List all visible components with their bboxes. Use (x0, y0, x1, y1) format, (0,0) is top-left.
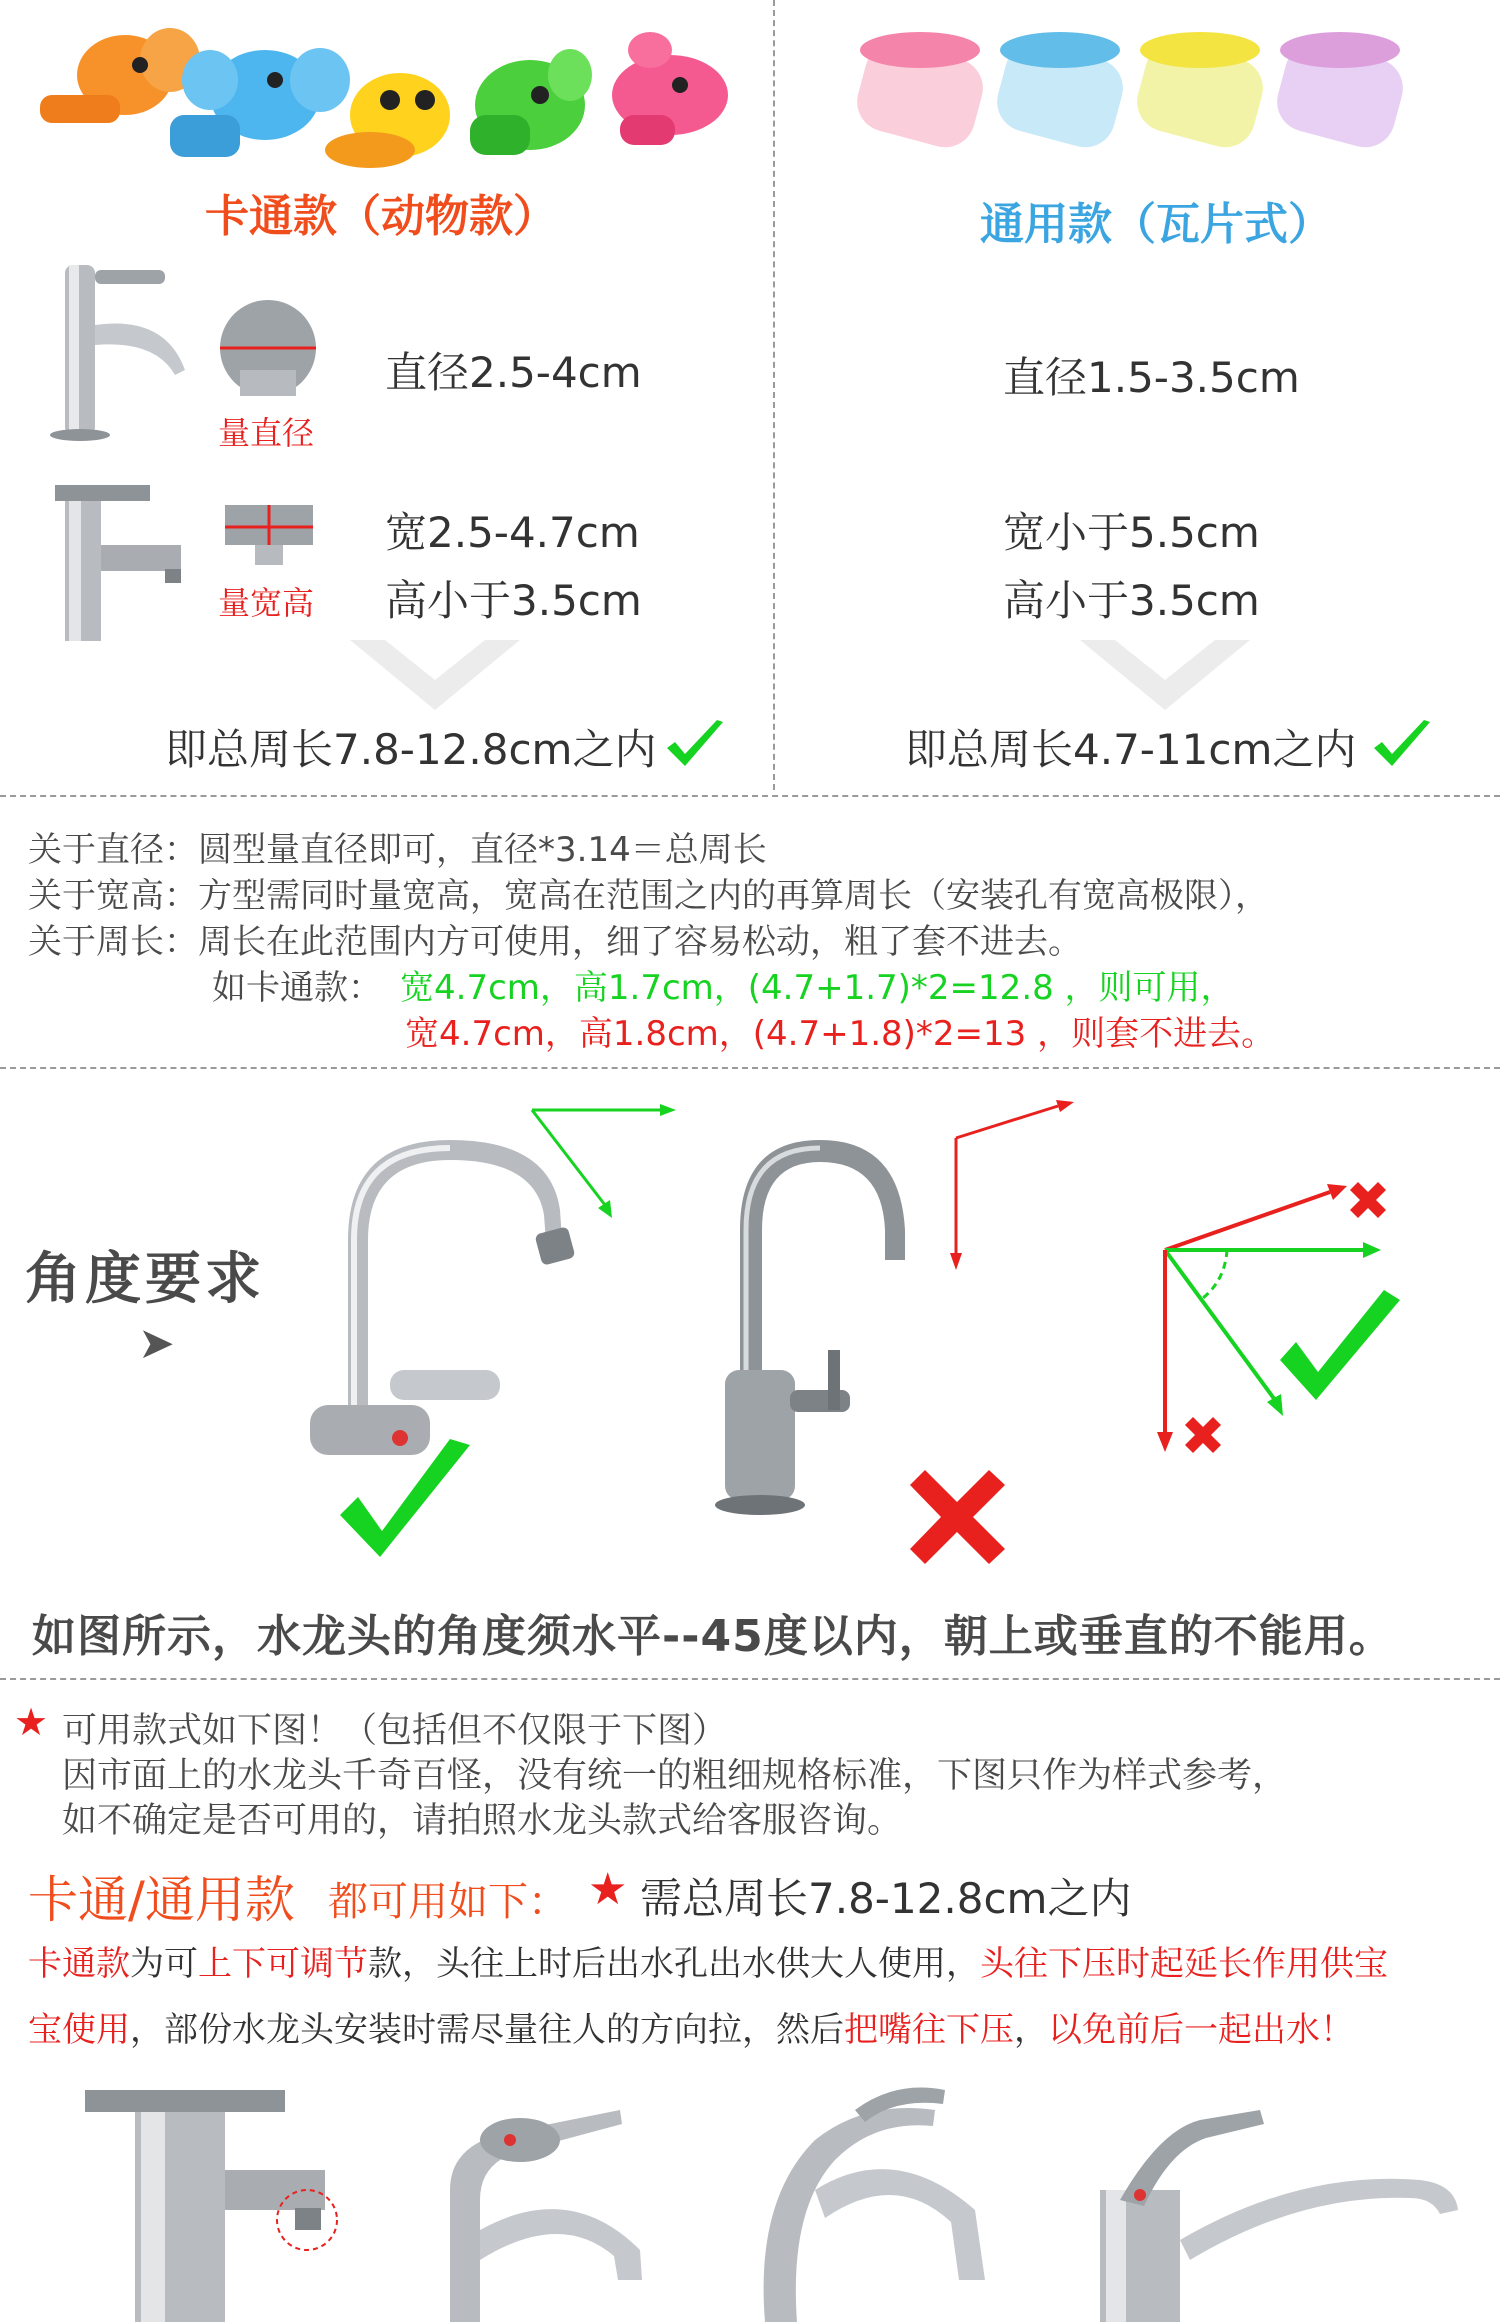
text-adjustable: 上下可调节 (198, 1944, 368, 1984)
star-icon: ★ (588, 1864, 628, 1915)
check-icon (1372, 718, 1432, 774)
check-icon (665, 718, 725, 774)
angle-title: 角度要求 (25, 1247, 265, 1312)
cartoon-title: 卡通款（动物款） (205, 191, 557, 242)
measure-width-height-label: 量宽高 (218, 584, 315, 622)
text-cartoon: 卡通款 (28, 1944, 130, 1984)
chevron-down-icon (350, 640, 520, 710)
usable-heading-small: 都可用如下： (328, 1879, 568, 1925)
note-width-height: 关于宽高：方型需同时量宽高，宽高在范围之内的再算周长（安装孔有宽高极限）， (28, 876, 1269, 916)
star-icon: ★ (14, 1700, 49, 1744)
usage-paragraph-line1 (28, 1936, 1388, 1985)
cartoon-spouts-image (30, 20, 750, 170)
universal-title: 通用款（瓦片式） (980, 199, 1332, 250)
usable-heading-big: 卡通/通用款 (28, 1871, 295, 1929)
usable-styles-consult: 如不确定是否可用的，请拍照水龙头款式给客服咨询。 (62, 1801, 903, 1841)
section-divider (0, 1067, 1500, 1069)
square-faucet-image (55, 485, 195, 645)
cartoon-width-spec: 宽2.5-4.7cm (385, 508, 640, 557)
note-diameter: 关于直径：圆型量直径即可，直径*3.14＝总周长 (28, 830, 767, 870)
kitchen-faucet-image (1060, 2110, 1460, 2322)
usable-styles-note: 因市面上的水龙头千奇百怪，没有统一的粗细规格标准，下图只作为样式参考， (62, 1756, 1288, 1796)
chevron-down-icon (1080, 640, 1250, 710)
angle-caption: 如图所示，水龙头的角度须水平--45度以内，朝上或垂直的不能用。 (32, 1611, 1394, 1662)
arrow-right-icon: ➤ (138, 1318, 175, 1369)
note-circumference: 关于周长：周长在此范围内方可使用，细了容易松动，粗了套不进去。 (28, 922, 1082, 962)
text-plain: 款，头往上时后出水孔出水供大人使用， (368, 1944, 980, 1984)
lever-basin-faucet-image (410, 2080, 700, 2322)
text-baby-use: 宝使用 (28, 2010, 130, 2050)
round-outlet-diagram (220, 300, 320, 400)
usable-styles-title: 可用款式如下图！（包括但不仅限于下图） (62, 1711, 728, 1751)
measure-diameter-label: 量直径 (218, 414, 315, 452)
text-plain: 为可 (130, 1944, 198, 1984)
check-icon (1280, 1290, 1400, 1405)
universal-total-circumference: 即总周长4.7-11cm之内 (905, 725, 1357, 774)
universal-spouts-image (840, 20, 1470, 170)
text-avoid: 以免前后一起出水！ (1048, 2010, 1354, 2050)
cartoon-total-circumference: 即总周长7.8-12.8cm之内 (165, 725, 657, 774)
usage-paragraph-line2 (28, 2002, 1354, 2051)
text-plain: ， (1014, 2010, 1048, 2050)
universal-width-spec: 宽小于5.5cm (1003, 508, 1260, 557)
text-plain: ，部份水龙头安装时需尽量往人的方向拉，然后 (130, 2010, 844, 2050)
note-example-ok: 宽4.7cm，高1.7cm，(4.7+1.7)*2=12.8 ，则可用， (400, 968, 1235, 1008)
text-press-mouth: 把嘴往下压 (844, 2010, 1014, 2050)
curved-basin-faucet-image (745, 2080, 1035, 2322)
usable-requirement: 需总周长7.8-12.8cm之内 (640, 1874, 1132, 1923)
universal-round-spec: 直径1.5-3.5cm (1003, 353, 1300, 402)
check-icon (340, 1435, 470, 1565)
text-press-down: 头往下压时起延长作用供宝 (980, 1944, 1388, 1984)
cross-icon (905, 1470, 1010, 1565)
note-example-prefix: 如卡通款： (212, 968, 382, 1008)
universal-height-spec: 高小于3.5cm (1003, 576, 1260, 625)
bad-angle-arrows (950, 1098, 1080, 1273)
section-divider (0, 1678, 1500, 1680)
top-divider (773, 0, 775, 790)
round-faucet-image (55, 255, 195, 445)
section-divider (0, 795, 1500, 797)
cartoon-height-spec: 高小于3.5cm (385, 576, 642, 625)
square-outlet-diagram (225, 505, 315, 565)
cartoon-round-spec: 直径2.5-4cm (385, 348, 642, 397)
ok-angle-arrows (530, 1100, 680, 1220)
note-example-bad: 宽4.7cm，高1.8cm，(4.7+1.8)*2=13 ，则套不进去。 (405, 1014, 1276, 1054)
square-basin-faucet-image (85, 2090, 355, 2322)
